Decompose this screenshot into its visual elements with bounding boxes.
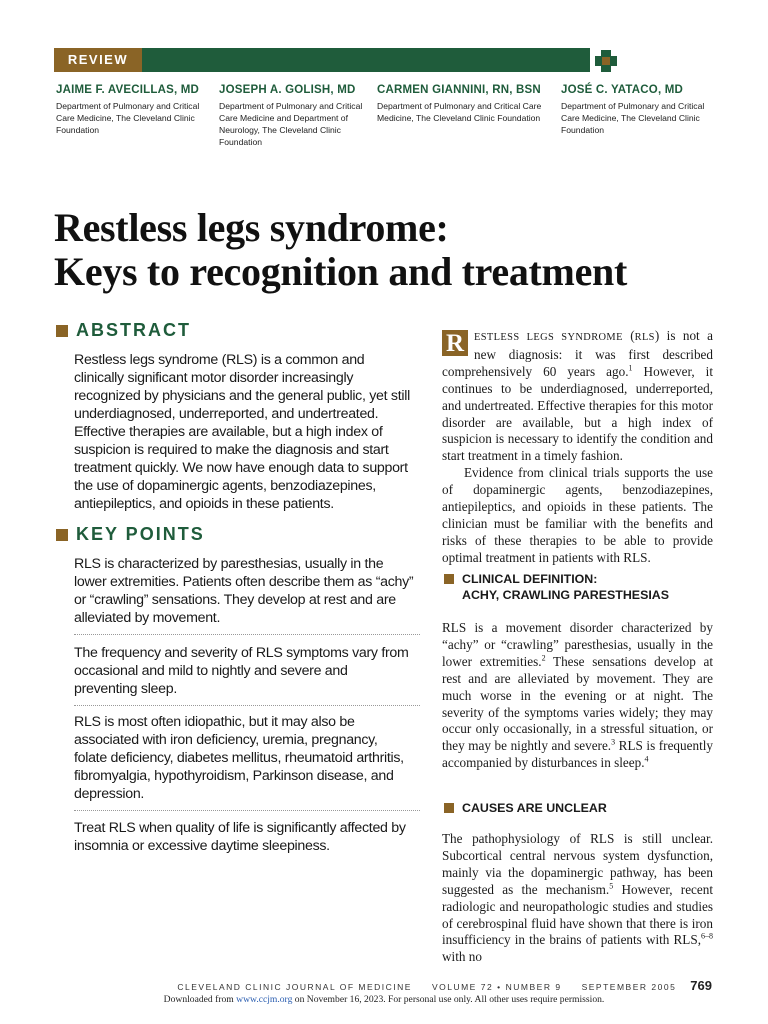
author-block — [56, 84, 206, 136]
issue-date: SEPTEMBER 2005 — [581, 982, 677, 992]
section-square-icon — [444, 574, 454, 584]
bullet: • — [497, 982, 502, 992]
author-block — [219, 84, 365, 148]
intro-paragraph: R ESTLESS LEGS SYNDROME (RLS) is not a new diagnosis: it was first described comprehensively 60 years ago.$^1$ However, it continues to be underdiagnosed, underreported, and undertreated. Effective therapies for this motor disorder are available, but a high index of suspicion is necessary to identify the condition and start treatment in a timely fashion. — [442, 328, 714, 464]
article-title-line: Restless legs syndrome: — [54, 205, 449, 250]
abstract-heading — [56, 320, 191, 341]
article-title-line: Keys to recognition and treatment — [54, 249, 627, 294]
intro-abbr: RLS — [634, 332, 655, 343]
author-affiliation: Department of Pulmonary and Critical Care Medicine, The Cleveland Clinic Foundation — [377, 101, 542, 123]
divider — [74, 810, 420, 811]
clinical-definition-text — [442, 620, 713, 772]
body-text: The pathophysiology of RLS is still unclear. Subcortical central nervous system dysfunction, mainly via the dopaminergic pathway, has been suggested as the mechanism. — [442, 831, 713, 897]
page-footer — [177, 978, 712, 993]
author-affiliation: Department of Pulmonary and Critical Care Medicine and Department of Neurology, The Cleveland Clinic Foundation — [219, 101, 363, 147]
reference: 2 — [541, 653, 546, 663]
author-block — [561, 84, 721, 136]
divider — [74, 705, 420, 706]
key-point: The frequency and severity of RLS symptoms vary from occasional and mild to nightly and severe and preventing sleep. — [74, 645, 409, 697]
journal-logo-icon — [594, 49, 618, 73]
key-point: Treat RLS when quality of life is significantly affected by insomnia or excessive daytime sleepiness. — [74, 820, 406, 854]
author-name: JOSEPH A. GOLISH, MD — [219, 84, 356, 96]
download-notice — [0, 994, 768, 1005]
clinical-definition-heading — [444, 571, 669, 603]
key-points-heading-text: KEY POINTS — [76, 524, 205, 544]
key-point: RLS is characterized by paresthesias, usually in the lower extremities. Patients often describe them as “achy” or “crawling” sensations. They develop at rest and are alleviated by movement. — [74, 556, 414, 626]
reference: 3 — [611, 737, 616, 747]
causes-heading — [444, 800, 607, 816]
author-name: CARMEN GIANNINI, RN, BSN — [377, 84, 541, 96]
body-text: RLS is a movement disorder characterized by “achy” or “crawling” paresthesias, usually in the lower extremities. — [442, 620, 713, 669]
body-text: RLS is frequently accompanied by disturbances in sleep. — [442, 738, 713, 771]
reference: 4 — [644, 754, 649, 764]
abstract-heading-text: ABSTRACT — [76, 320, 191, 340]
issue-number: NUMBER 9 — [505, 982, 562, 992]
author-name: JOSÉ C. YATACO, MD — [561, 84, 684, 96]
body-text: These sensations develop at rest and are alleviated by movement. They are much worse in the evening or at night. The severity of the symptoms varies widely; they may occur only occasionally, in a stressful situation, or they may be nightly and severe. — [442, 653, 713, 754]
section-square-icon — [56, 529, 68, 541]
heading-line: CLINICAL DEFINITION: — [462, 572, 598, 586]
drop-cap: R — [442, 330, 468, 356]
reference: 1 — [628, 363, 633, 373]
body-text: However, recent radiologic and neuropathologic studies and studies of cerebrospinal fluid have shown that there is iron insufficiency in the brains of patients with RLS, — [442, 881, 714, 948]
causes-text — [442, 831, 713, 966]
author-affiliation: Department of Pulmonary and Critical Care Medicine, The Cleveland Clinic Foundation — [56, 101, 200, 135]
volume: VOLUME 72 — [431, 982, 494, 992]
article-title — [54, 206, 734, 294]
section-square-icon — [56, 325, 68, 337]
journal-name: CLEVELAND CLINIC JOURNAL OF MEDICINE — [177, 982, 412, 992]
body-text: with no — [442, 949, 482, 965]
author-block — [377, 84, 547, 124]
intro-small-caps: ESTLESS LEGS SYNDROME — [474, 332, 623, 343]
key-point: RLS is most often idiopathic, but it may also be associated with iron deficiency, uremia, pregnancy, folate deficiency, diabetes mellitus, rheumatoid arthritis, fibromyalgia, hypothyroidism, Parkinson disease, and depression. — [74, 714, 404, 802]
page-number: 769 — [690, 978, 712, 993]
intro-section — [442, 328, 713, 567]
download-text: on November 16, 2023. For personal use only. All other uses require permission. — [294, 994, 605, 1005]
reference: 6–8 — [701, 932, 713, 942]
divider — [74, 634, 420, 635]
intro-paragraph: Evidence from clinical trials supports the use of dopaminergic agents, benzodiazepines, antiepileptics, and opioids in these patients. The clinician must be familiar with the benefits and risks of these therapies to be able to provide optimal treatment in patients with RLS. — [442, 465, 713, 565]
key-points-heading — [56, 524, 205, 545]
author-affiliation: Department of Pulmonary and Critical Care Medicine, The Cleveland Clinic Foundation — [561, 101, 705, 135]
heading-line: CAUSES ARE UNCLEAR — [462, 801, 607, 815]
abstract-text: Restless legs syndrome (RLS) is a common and clinically significant motor disorder increasingly recognized by physicians and the general public, yet still underdiagnosed, underreported, and undertreated. Effective therapies are available, but a high index of suspicion is required to make the diagnosis and start treatment quickly. We now have enough data to support the use of dopaminergic agents, benzodiazepines, antiepileptics, and opioids in these patients. — [74, 352, 410, 512]
intro-text: However, it continues to be underdiagnosed, underreported, and undertreated. Effective therapies for this motor disorder are available, but a high index of suspicion is necessary to identify the condition and start treatment in a timely fashion. — [442, 363, 714, 464]
review-tag: REVIEW — [54, 48, 142, 72]
intro-text: is not a new diagnosis: it was first described comprehensively 60 years ago. — [442, 328, 713, 379]
reference: 5 — [609, 881, 614, 891]
section-square-icon — [444, 803, 454, 813]
heading-line: ACHY, CRAWLING PARESTHESIAS — [462, 588, 669, 602]
ccjm-link[interactable]: www.ccjm.org — [236, 994, 293, 1005]
author-name: JAIME F. AVECILLAS, MD — [56, 84, 200, 96]
download-text: Downloaded from — [163, 994, 234, 1005]
